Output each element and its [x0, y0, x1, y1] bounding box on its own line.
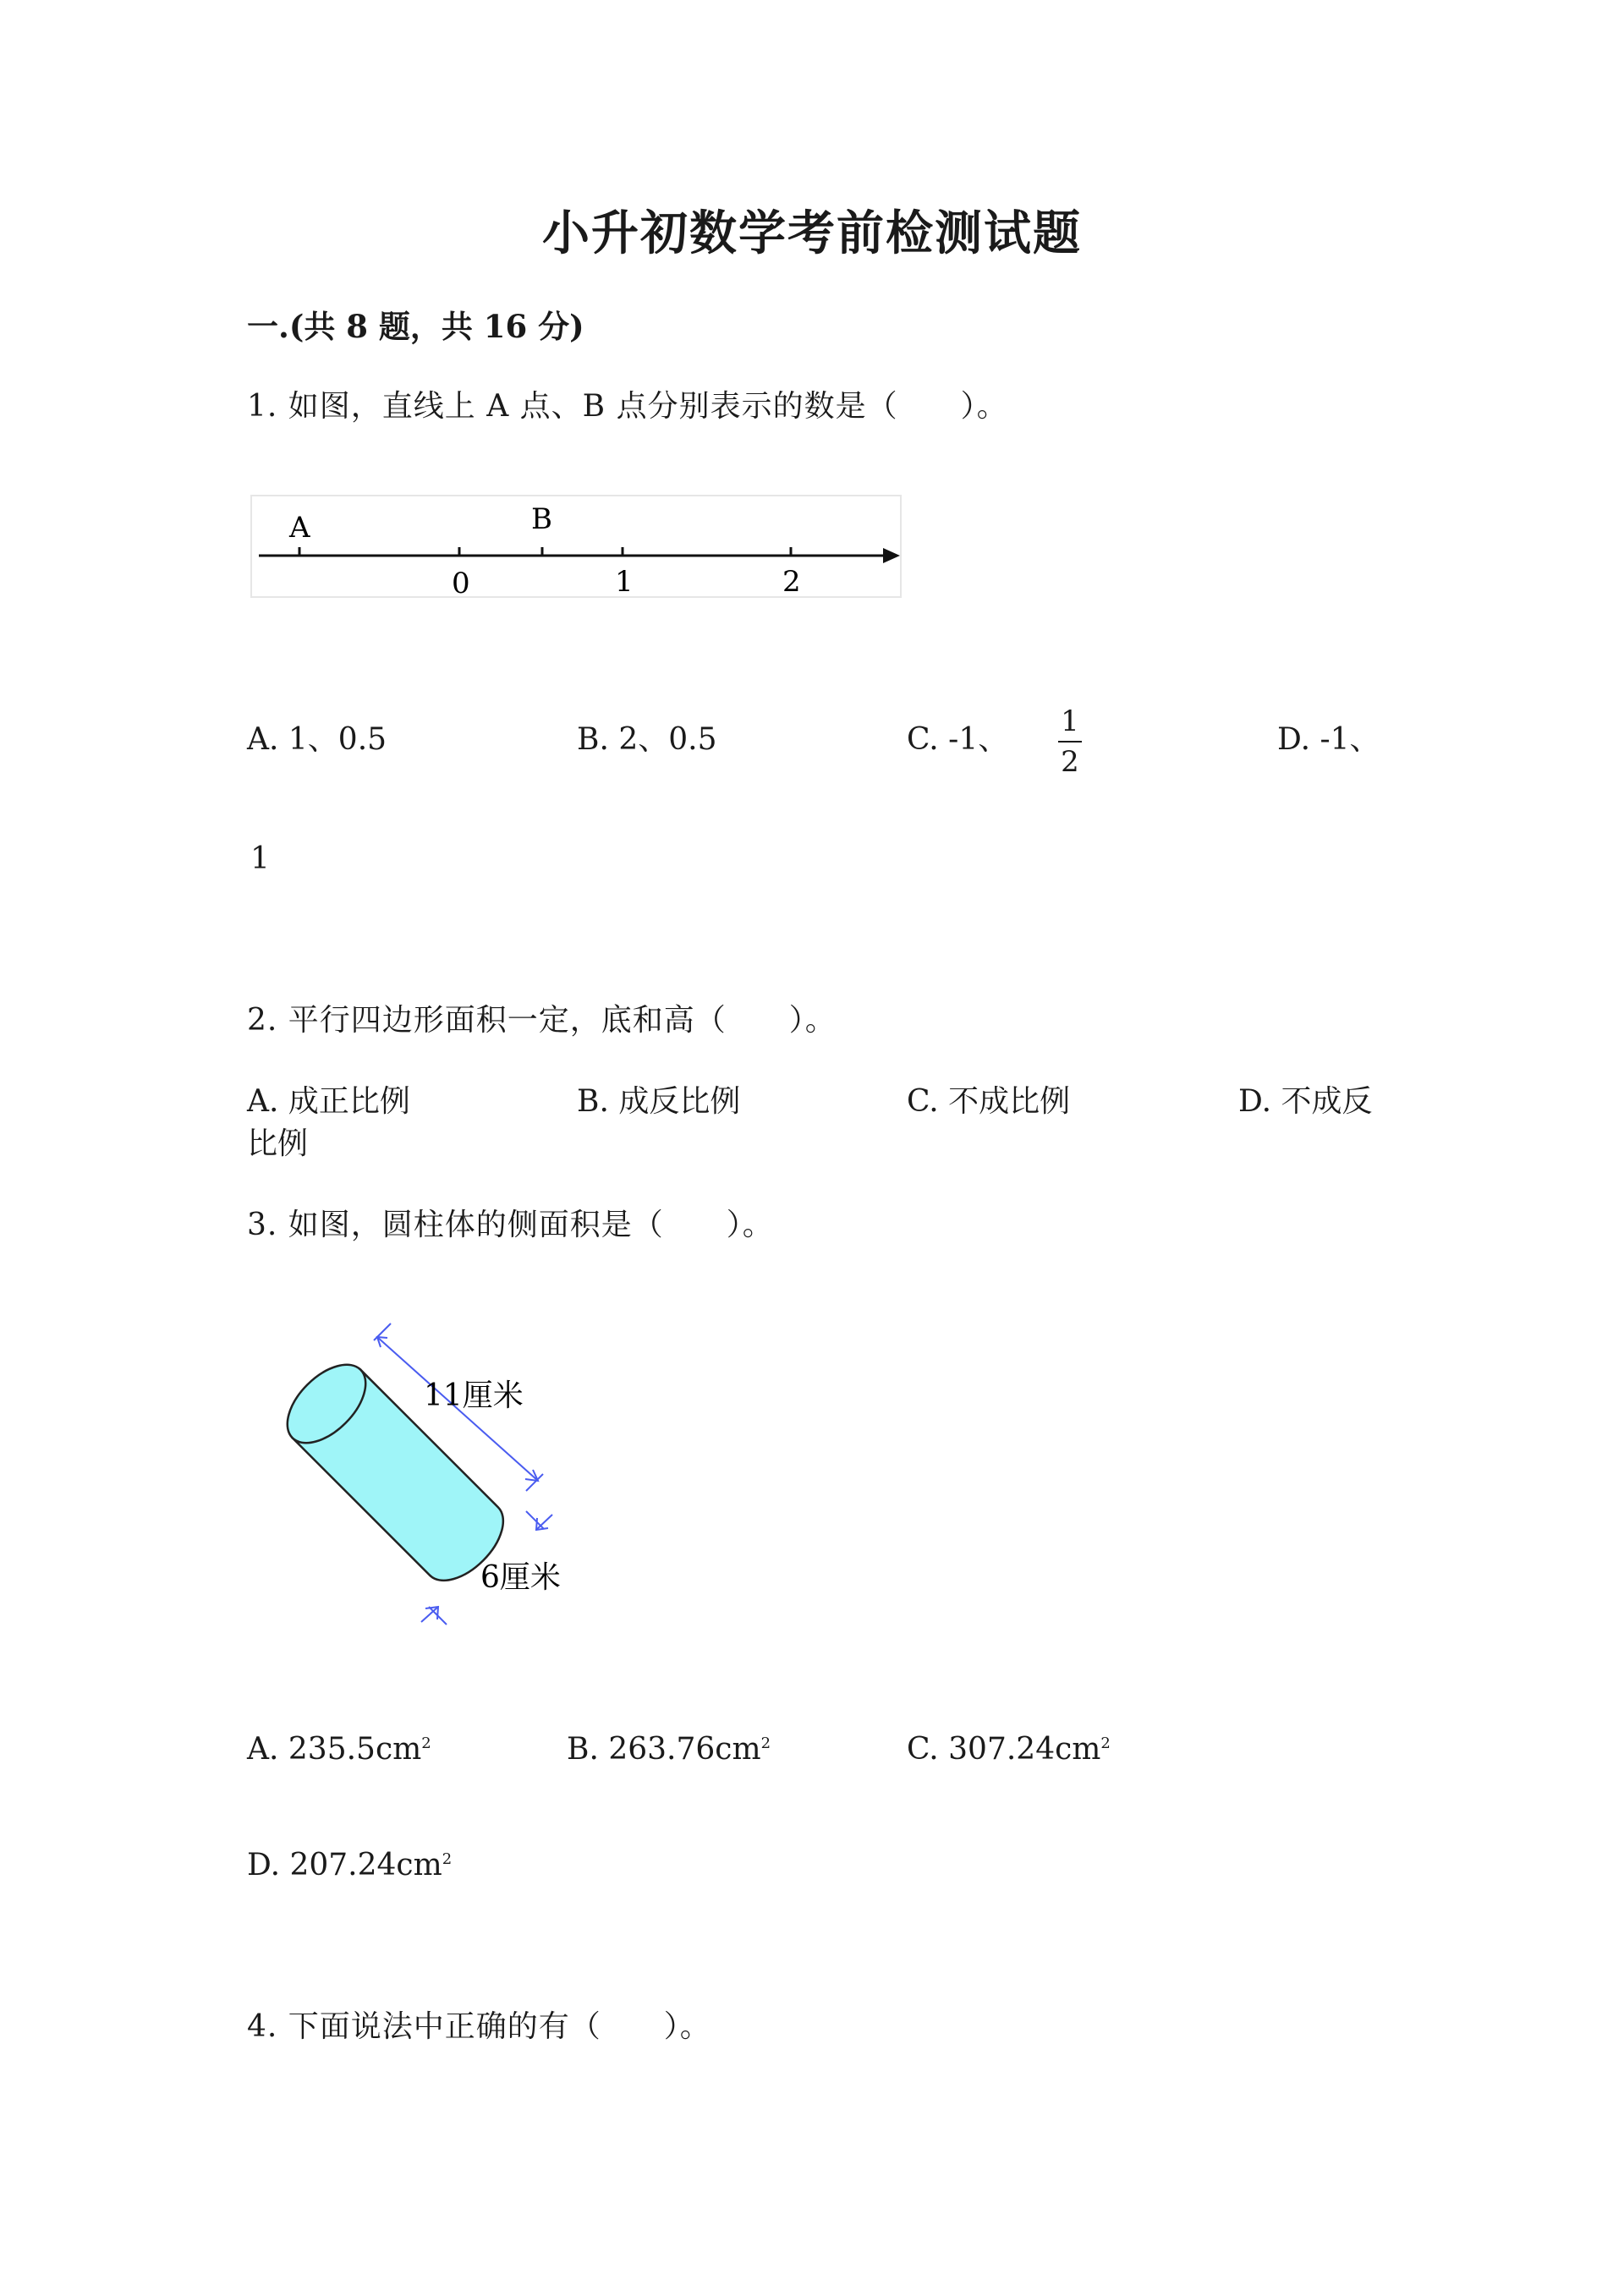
unit-superscript: 2 [442, 1850, 453, 1868]
q1-option-a[interactable]: A. 1、0.5 [247, 722, 387, 757]
q3-option-d-text: D. 207.24cm [247, 1848, 442, 1882]
unit-superscript: 2 [1100, 1734, 1111, 1752]
section-heading: 一.(共 8 题，共 16 分) [247, 308, 584, 345]
q3-option-b[interactable] [567, 1732, 771, 1767]
q3-option-d[interactable] [247, 1848, 452, 1882]
q2-option-d-continued: 比例 [247, 1126, 309, 1161]
label-b: B [531, 502, 552, 536]
number-line-arrow [883, 548, 900, 563]
figure-frame [251, 496, 901, 597]
fraction-bar [1058, 741, 1082, 743]
question-2-text: 2. 平行四边形面积一定，底和高（ ）。 [247, 1003, 837, 1038]
tick-label-1: 1 [615, 565, 634, 599]
q2-option-b[interactable]: B. 成反比例 [577, 1084, 741, 1119]
q1-option-d-continued: 1 [250, 841, 270, 876]
q1-option-c[interactable]: C. -1、 [907, 722, 1009, 757]
tick-label-0: 0 [452, 567, 470, 600]
tick-label-2: 2 [782, 565, 801, 599]
label-a: A [289, 511, 310, 545]
number-line-figure [250, 495, 906, 600]
q1-option-b[interactable]: B. 2、0.5 [577, 722, 717, 757]
question-3-text: 3. 如图，圆柱体的侧面积是（ ）。 [247, 1208, 774, 1242]
q3-option-a-text: A. 235.5cm [247, 1732, 422, 1767]
cylinder-figure [250, 1315, 589, 1645]
unit-superscript: 2 [760, 1734, 771, 1752]
q2-option-d[interactable]: D. 不成反 [1238, 1084, 1373, 1119]
unit-superscript: 2 [421, 1734, 431, 1752]
fraction-denominator: 2 [1061, 745, 1079, 779]
question-1-text: 1. 如图，直线上 A 点、B 点分别表示的数是（ ）。 [247, 389, 1008, 424]
page-title: 小升初数学考前检测试题 [542, 205, 1082, 261]
q3-option-c-text: C. 307.24cm [907, 1732, 1101, 1767]
q3-option-a[interactable] [247, 1732, 431, 1767]
q2-option-c[interactable]: C. 不成比例 [907, 1084, 1071, 1119]
q1-option-c-fraction [1053, 705, 1087, 778]
diameter-label: 6厘米 [480, 1560, 561, 1595]
fraction-numerator: 1 [1061, 704, 1079, 738]
q2-option-a[interactable]: A. 成正比例 [247, 1084, 410, 1119]
question-4-text: 4. 下面说法中正确的有（ ）。 [247, 2009, 711, 2044]
q3-option-b-text: B. 263.76cm [567, 1732, 761, 1767]
q3-option-c[interactable] [907, 1732, 1111, 1767]
q1-option-d[interactable]: D. -1、 [1277, 722, 1380, 757]
length-label: 11厘米 [424, 1378, 524, 1413]
